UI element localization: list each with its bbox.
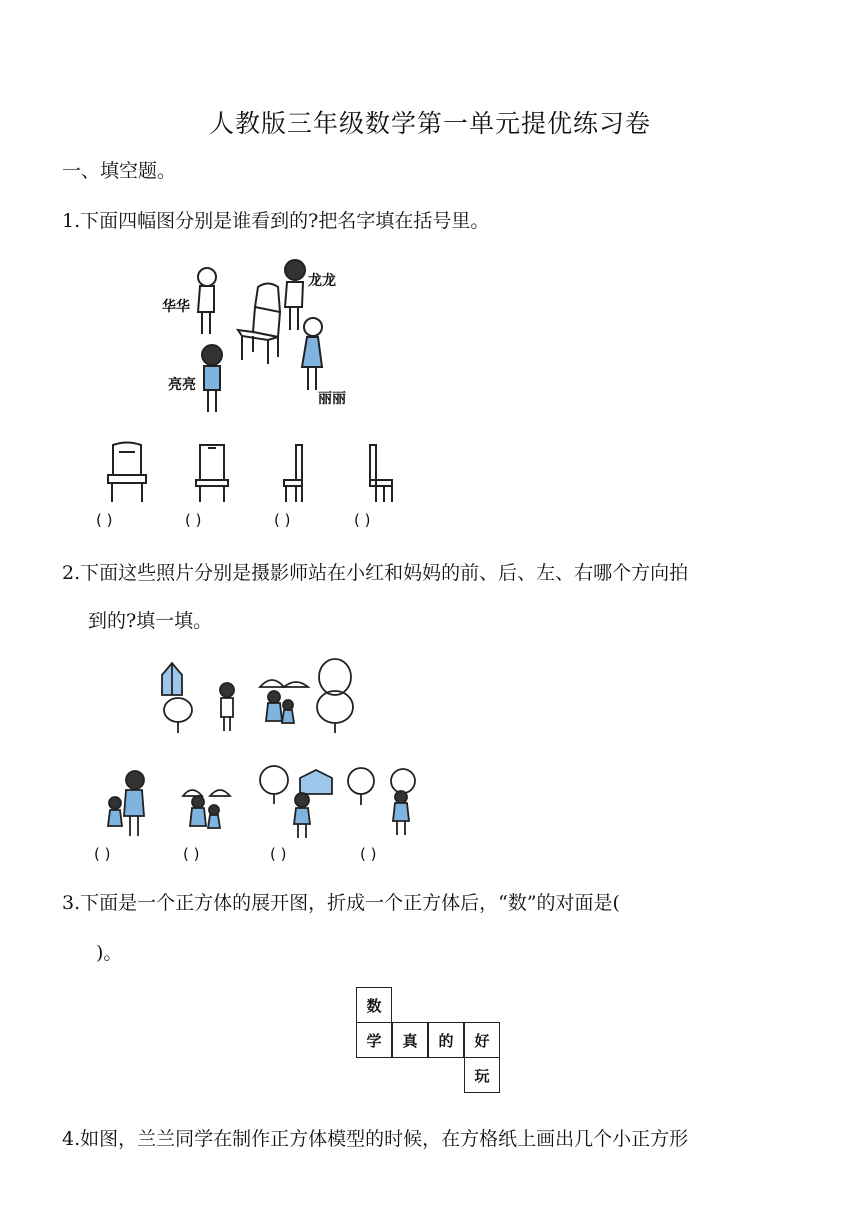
net-cell-zhen: 真 xyxy=(392,1022,428,1058)
question-3-text-line1: 3.下面是一个正方体的展开图，折成一个正方体后，“数”的对面是( xyxy=(62,892,620,914)
q2-scene-illustration xyxy=(160,655,390,735)
question-2-text-line2: 到的?填一填。 xyxy=(88,610,213,632)
question-4-text-line1: 4.如图，兰兰同学在制作正方体模型的时候，在方格纸上画出几个小正方形 xyxy=(62,1128,689,1150)
name-huahua: 华华 xyxy=(162,299,190,315)
name-liangliang: 亮亮 xyxy=(168,377,196,393)
q2-answer-blank-3[interactable]: ( ) xyxy=(270,845,287,863)
name-lili: 丽丽 xyxy=(318,391,346,407)
chair-view-back xyxy=(190,440,235,505)
q2-answer-blank-4[interactable]: ( ) xyxy=(360,845,377,863)
question-1-text: 1.下面四幅图分别是谁看到的?把名字填在括号里。 xyxy=(62,210,490,232)
chair-view-side-right xyxy=(278,440,318,505)
photo-4 xyxy=(345,765,425,840)
q1-answer-blank-3[interactable]: ( ) xyxy=(274,511,291,529)
net-cell-wan: 玩 xyxy=(464,1057,500,1093)
page-title: 人教版三年级数学第一单元提优练习卷 xyxy=(208,109,651,138)
net-cell-hao: 好 xyxy=(464,1022,500,1058)
q1-answer-blank-4[interactable]: ( ) xyxy=(354,511,371,529)
net-cell-de: 的 xyxy=(428,1022,464,1058)
question-2-text-line1: 2.下面这些照片分别是摄影师站在小红和妈妈的前、后、左、右哪个方向拍 xyxy=(62,562,689,584)
chair-view-front xyxy=(105,440,150,505)
name-longlong: 龙龙 xyxy=(308,273,336,289)
chair-view-side-left xyxy=(362,440,402,505)
photo-2 xyxy=(180,778,235,838)
net-cell-shu: 数 xyxy=(356,987,392,1023)
q2-answer-blank-2[interactable]: ( ) xyxy=(183,845,200,863)
q2-answer-blank-1[interactable]: ( ) xyxy=(94,845,111,863)
photo-1 xyxy=(100,768,155,838)
q1-answer-blank-2[interactable]: ( ) xyxy=(185,511,202,529)
q1-answer-blank-1[interactable]: ( ) xyxy=(96,511,113,529)
section-heading: 一、填空题。 xyxy=(62,160,177,182)
net-cell-xue: 学 xyxy=(356,1022,392,1058)
question-3-text-line2: )。 xyxy=(96,942,123,964)
photo-3 xyxy=(258,762,338,842)
